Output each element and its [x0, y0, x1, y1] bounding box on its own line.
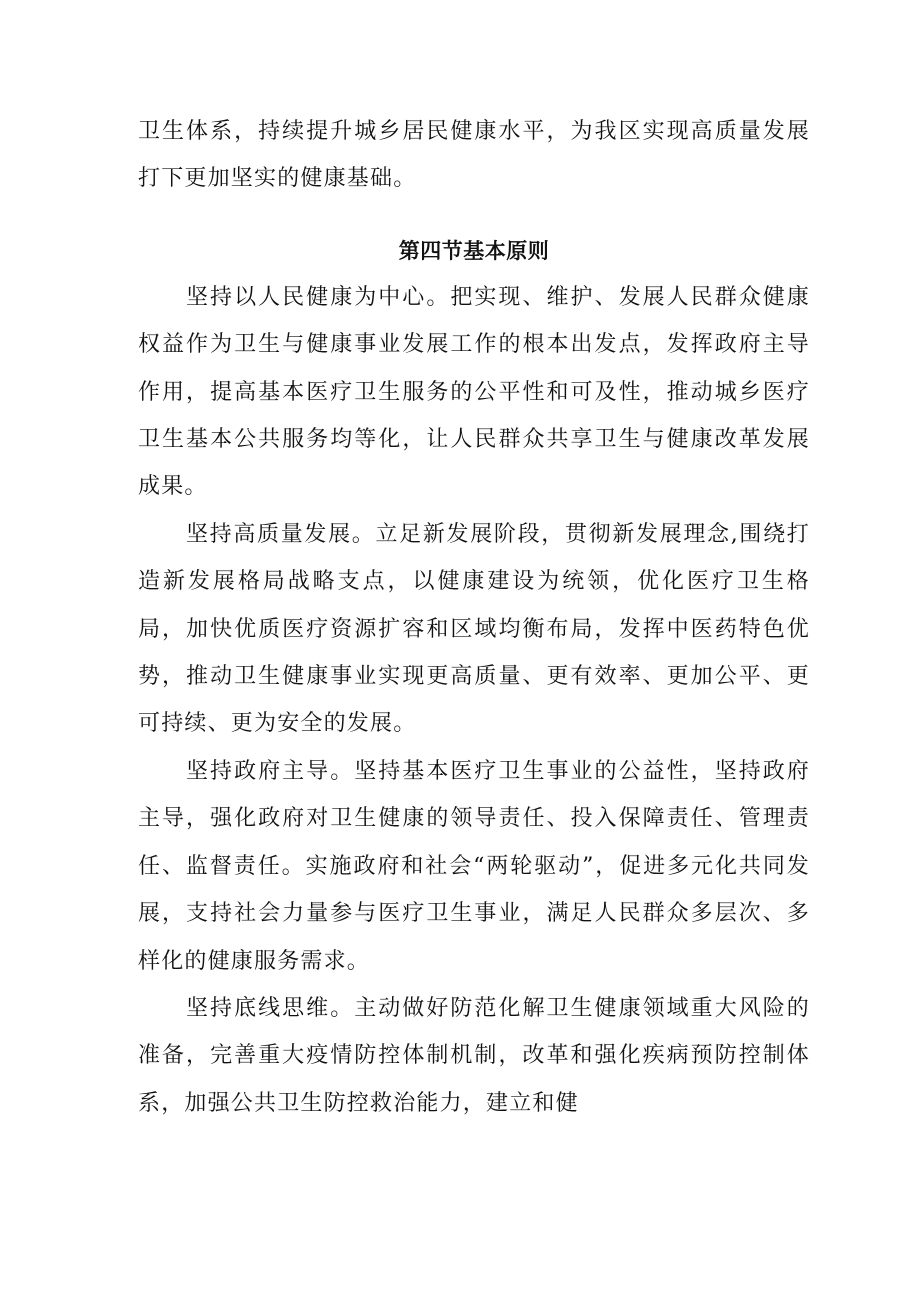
- principle-paragraph-bottom-line: 坚持底线思维。主动做好防范化解卫生健康领域重大风险的准备，完善重大疫情防控体制机制，改革和强化疾病预防控制体系，加强公共卫生防控救治能力，建立和健: [138, 995, 810, 1116]
- continuation-paragraph: 卫生体系，持续提升城乡居民健康水平，为我区实现高质量发展打下更加坚实的健康基础。: [138, 119, 810, 192]
- section-heading: 第四节基本原则: [398, 237, 550, 263]
- document-body: [138, 108, 810, 1127]
- principle-paragraph-high-quality: 坚持高质量发展。立足新发展阶段，贯彻新发展理念,围绕打造新发展格局战略支点，以健康建设为统领，优化医疗卫生格局，加快优质医疗资源扩容和区域均衡布局，发挥中医药特色优势，推动卫生健康事业实现更高质量、更有效率、更加公平、更可持续、更为安全的发展。: [138, 521, 810, 737]
- principle-paragraph-people-health: 坚持以人民健康为中心。把实现、维护、发展人民群众健康权益作为卫生与健康事业发展工作的根本出发点，发挥政府主导作用，提高基本医疗卫生服务的公平性和可及性，推动城乡医疗卫生基本公共服务均等化，让人民群众共享卫生与健康改革发展成果。: [138, 284, 810, 500]
- principle-paragraph-government-led: 坚持政府主导。坚持基本医疗卫生事业的公益性，坚持政府主导，强化政府对卫生健康的领导责任、投入保障责任、管理责任、监督责任。实施政府和社会“两轮驱动”，促进多元化共同发展，支持社会力量参与医疗卫生事业，满足人民群众多层次、多样化的健康服务需求。: [138, 758, 810, 974]
